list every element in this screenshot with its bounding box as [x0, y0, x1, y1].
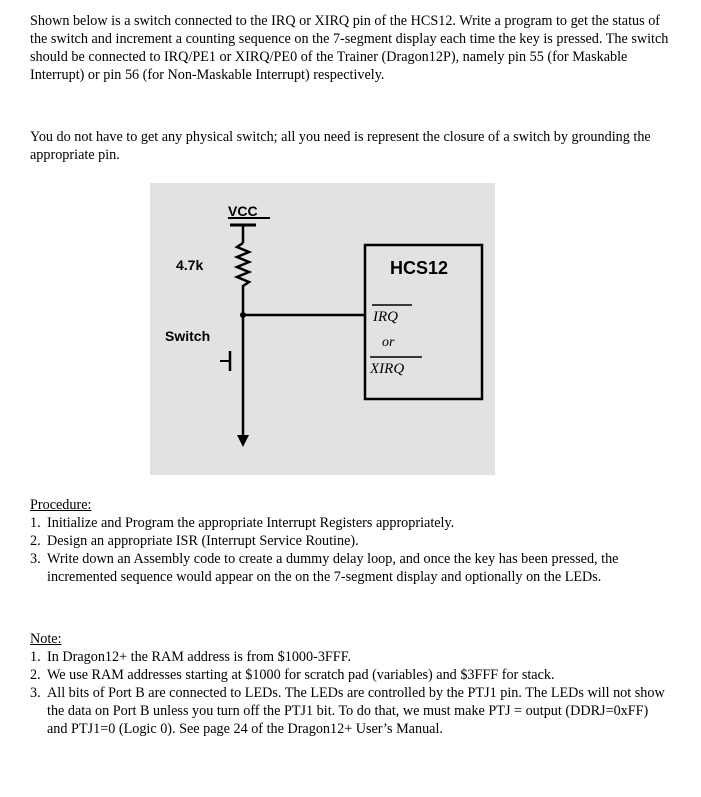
- chip-label: HCS12: [390, 258, 449, 278]
- intro-paragraph: Shown below is a switch connected to the IRQ or XIRQ pin of the HCS12. Write a program to get the status of the switch and increment a counting sequence on the 7-segment display each time the key is pressed. The switch should be connected to IRQ/PE1 or XIRQ/PE0 of the Trainer (Dragon12P), namely pin 55 (for Maskable Interrupt) or pin 56 (for Non-Maskable Interrupt) respectively.: [30, 13, 669, 83]
- list-item: 3. Write down an Assembly code to create a dummy delay loop, and once the key has been pressed, the incremented sequence would appear on the on the 7-segment display and optionally on the LEDs.: [30, 551, 619, 585]
- vcc-label: VCC: [228, 203, 258, 219]
- circuit-figure: [150, 183, 495, 475]
- note-list: [30, 648, 670, 738]
- irq-label: IRQ: [373, 309, 398, 325]
- instruction-paragraph: You do not have to get any physical switch; all you need is represent the closure of a switch by grounding the appropriate pin.: [30, 129, 651, 163]
- xirq-label: XIRQ: [370, 361, 405, 377]
- note-heading: Note:: [30, 631, 62, 647]
- list-item: 3. All bits of Port B are connected to LEDs. The LEDs are controlled by the PTJ1 pin. The LEDs will not show the data on Port B unless you turn off the PTJ1 bit. To do that, we must make PTJ = output (DDRJ=0xFF) and PTJ1=0 (Logic 0). See page 24 of the Dragon12+ User’s Manual.: [30, 685, 665, 737]
- circuit-diagram: [150, 183, 495, 475]
- list-item: 2. Design an appropriate ISR (Interrupt Service Routine).: [30, 533, 359, 549]
- switch-label: Switch: [165, 328, 211, 344]
- procedure-heading: Procedure:: [30, 497, 92, 513]
- or-label: or: [382, 335, 395, 350]
- list-item: 1. In Dragon12+ the RAM address is from $1000-3FFF.: [30, 649, 351, 665]
- list-item: 1. Initialize and Program the appropriate Interrupt Registers appropriately.: [30, 515, 455, 531]
- list-item: 2. We use RAM addresses starting at $1000 for scratch pad (variables) and $3FFF for stack.: [30, 667, 555, 683]
- procedure-list: [30, 514, 670, 586]
- resistor-label: 4.7k: [176, 257, 204, 273]
